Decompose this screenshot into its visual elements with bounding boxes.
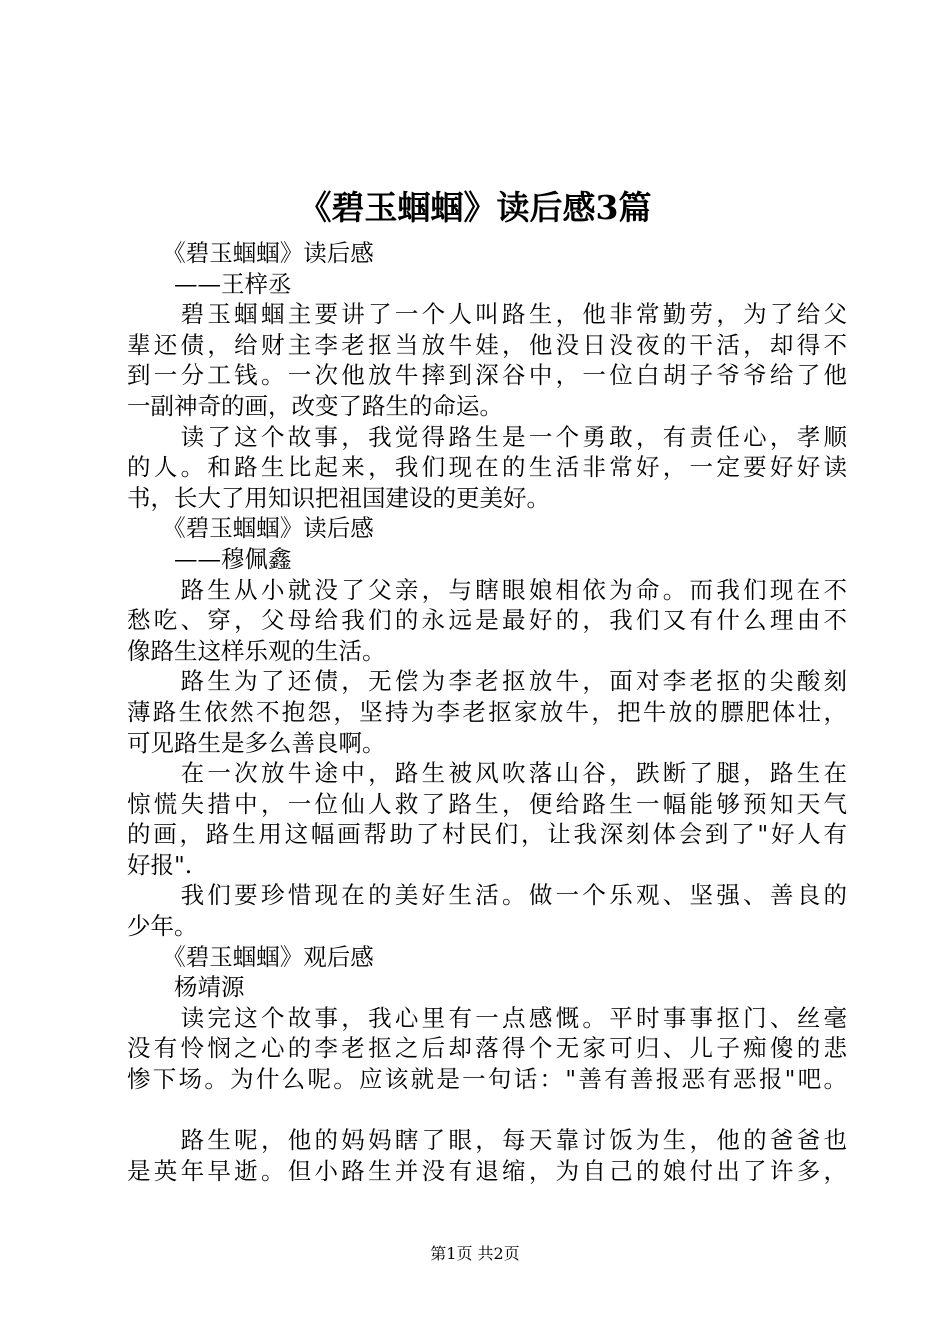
text-line: 路生从小就没了父亲，与瞎眼娘相依为命。而我们现在不 — [127, 575, 847, 604]
text-line: 是英年早逝。但小路生并没有退缩，为自己的娘付出了许多， — [127, 1156, 847, 1185]
text-line: 碧玉蝈蝈主要讲了一个人叫路生，他非常勤劳，为了给父 — [127, 300, 847, 329]
text-line: 我们要珍惜现在的美好生活。做一个乐观、坚强、善良的 — [127, 881, 847, 910]
text-line — [127, 1095, 847, 1126]
text-line: 惊慌失措中，一位仙人救了路生，便给路生一幅能够预知天气 — [127, 789, 847, 818]
text-line: ——穆佩鑫 — [127, 544, 292, 573]
document-title: 《碧玉蝈蝈》读后感3篇 — [298, 188, 652, 227]
text-line: 没有怜悯之心的李老抠之后却落得个无家可归、儿子痴傻的悲 — [127, 1034, 847, 1063]
text-line: 读完这个故事，我心里有一点感慨。平时事事抠门、丝毫 — [127, 1003, 847, 1032]
text-line: 薄路生依然不抱怨，坚持为李老抠家放牛，把牛放的膘肥体壮， — [127, 697, 847, 726]
text-line: 的画，路生用这幅画帮助了村民们，让我深刻体会到了"好人有 — [127, 820, 847, 849]
text-line: 的人。和路生比起来，我们现在的生活非常好，一定要好好读 — [127, 453, 847, 482]
text-line: 惨下场。为什么呢。应该就是一句话："善有善报恶有恶报"吧。 — [127, 1065, 847, 1094]
text-line: 读了这个故事，我觉得路生是一个勇敢，有责任心，孝顺 — [127, 422, 847, 451]
page-footer: 第1页 共2页 — [430, 1244, 520, 1263]
text-line: 辈还债，给财主李老抠当放牛娃，他没日没夜的干活，却得不 — [127, 330, 847, 359]
text-line: 《碧玉蝈蝈》读后感 — [127, 239, 374, 267]
text-line: 在一次放牛途中，路生被风吹落山谷，跌断了腿，路生在 — [127, 759, 847, 788]
text-line: 杨靖源 — [127, 973, 245, 1002]
text-line: ——王梓丞 — [127, 269, 292, 298]
text-line: 路生为了还债，无偿为李老抠放牛，面对李老抠的尖酸刻 — [127, 667, 847, 696]
text-line: 书，长大了用知识把祖国建设的更美好。 — [127, 483, 550, 512]
text-line: 一副神奇的画，改变了路生的命运。 — [127, 391, 503, 420]
text-line: 到一分工钱。一次他放牛摔到深谷中，一位白胡子爷爷给了他 — [127, 361, 847, 390]
document-body — [127, 238, 847, 1186]
text-line: 《碧玉蝈蝈》读后感 — [127, 514, 374, 543]
text-line: 可见路生是多么善良啊。 — [127, 728, 386, 757]
text-line: 路生呢，他的妈妈瞎了眼，每天靠讨饭为生，他的爸爸也 — [127, 1126, 847, 1155]
text-line: 少年。 — [127, 912, 198, 941]
text-line: 像路生这样乐观的生活。 — [127, 636, 386, 665]
text-line: 好报". — [127, 850, 193, 879]
text-line: 愁吃、穿，父母给我们的永远是最好的，我们又有什么理由不 — [127, 606, 847, 635]
text-line: 《碧玉蝈蝈》观后感 — [127, 942, 374, 971]
